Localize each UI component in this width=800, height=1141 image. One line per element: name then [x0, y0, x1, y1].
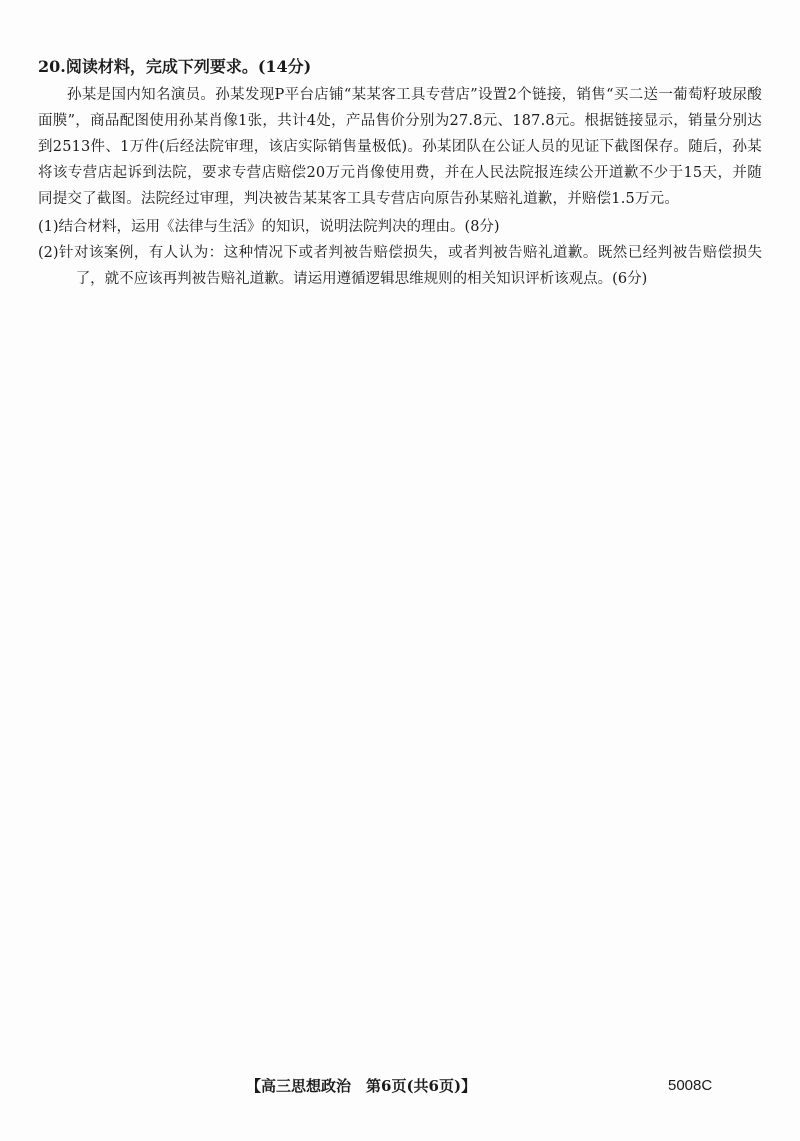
- page-footer: [0, 1074, 800, 1102]
- question-header: 20.阅读材料，完成下列要求。(14分): [38, 57, 312, 76]
- footer-exam-code: 5008C: [668, 1077, 713, 1094]
- sub-question-list: [38, 214, 762, 292]
- material-text: 孙某是国内知名演员。孙某发现P平台店铺“某某客工具专营店”设置2个链接，销售“买二送一葡萄籽玻尿酸面膜”，商品配图使用孙某肖像1张，共计4处，产品售价分别为27.8元、187.8元。根据链接显示，销量分别达到2513件、1万件(后经法院审理，该店实际销售量极低)。孙某团队在公证人员的见证下截图保存。随后，孙某将该专营店起诉到法院，要求专营店赔偿20万元肖像使用费，并在人民法院报连续公开道歉不少于15天，并随同提交了截图。法院经过审理，判决被告某某客工具专营店向原告孙某赔礼道歉，并赔偿1.5万元。: [38, 87, 762, 207]
- sub-question-1: (1)结合材料，运用《法律与生活》的知识，说明法院判决的理由。(8分): [38, 219, 500, 235]
- footer-subject-page: 【高三思想政治 第6页(共6页)】: [246, 1077, 477, 1095]
- question-20: [38, 54, 762, 292]
- sub-question-2: (2)针对该案例，有人认为：这种情况下或者判被告赔偿损失，或者判被告赔礼道歉。既然已经判被告赔偿损失了，就不应该再判被告赔礼道歉。请运用遵循逻辑思维规则的相关知识评析该观点。(6分): [38, 245, 762, 287]
